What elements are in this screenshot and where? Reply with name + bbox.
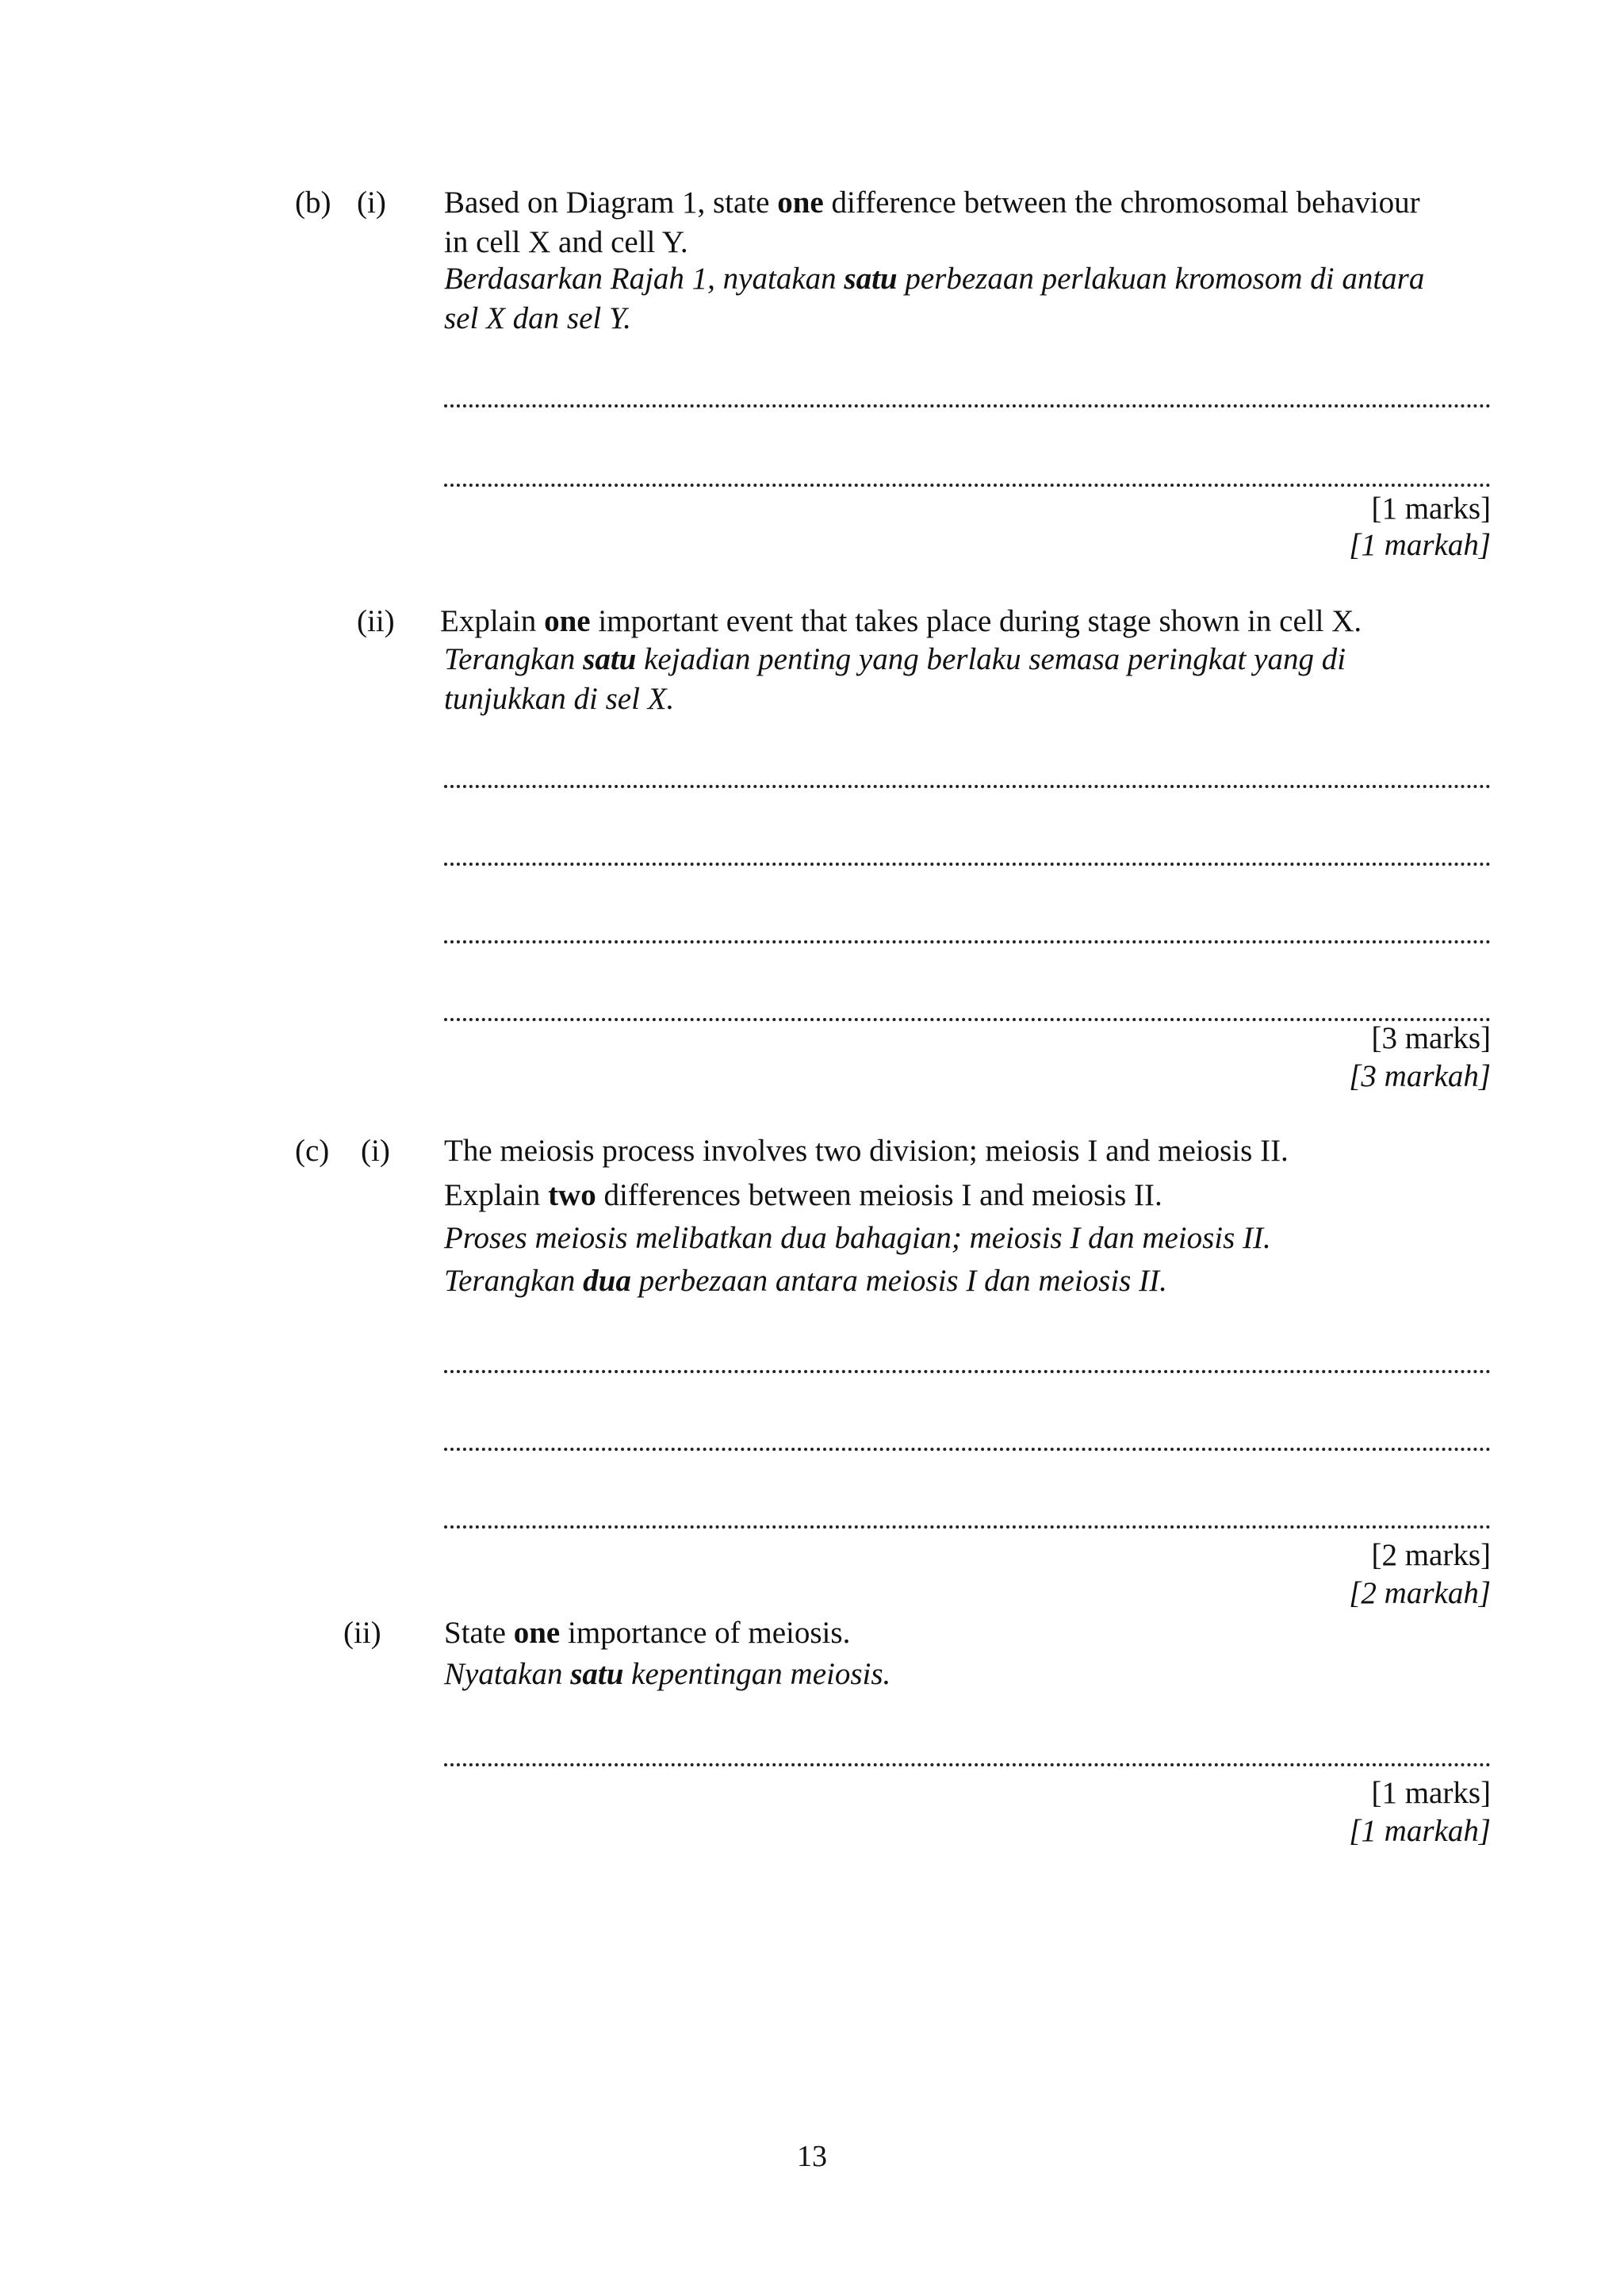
markah-b-ii: [3 markah] [1349,1059,1491,1093]
question-c-i-malay-line2: Terangkan dua perbezaan antara meiosis I dan meiosis II. [444,1264,1167,1298]
question-b-i-english-line2: in cell X and cell Y. [444,225,688,259]
marks-c-i: [2 marks] [1371,1538,1491,1572]
question-c-ii-malay: Nyatakan satu kepentingan meiosis. [444,1657,891,1691]
answer-line[interactable] [444,1432,1491,1451]
answer-line[interactable] [444,468,1491,487]
marks-b-i: [1 marks] [1371,492,1491,526]
subpart-c-i-label: (i) [361,1134,390,1168]
question-c-i-english-line2: Explain two differences between meiosis I and meiosis II. [444,1178,1162,1212]
question-b-ii-english: Explain one important event that takes place during stage shown in cell X. [440,604,1362,638]
markah-c-i: [2 markah] [1349,1576,1491,1610]
answer-line[interactable] [444,847,1491,866]
answer-line[interactable] [444,388,1491,408]
question-b-ii-malay-line2: tunjukkan di sel X. [444,682,675,716]
markah-c-ii: [1 markah] [1349,1814,1491,1848]
markah-b-i: [1 markah] [1349,528,1491,562]
subpart-b-i-label: (i) [357,186,386,220]
answer-line[interactable] [444,1510,1491,1529]
question-b-i-english-line1: Based on Diagram 1, state one difference between the chromosomal behaviour [444,186,1420,220]
answer-line[interactable] [444,1747,1491,1766]
question-c-i-english-line1: The meiosis process involves two division; meiosis I and meiosis II. [444,1134,1289,1168]
page-number: 13 [797,2140,827,2173]
answer-line[interactable] [444,769,1491,788]
question-c-ii-english: State one importance of meiosis. [444,1616,851,1650]
question-b-i-malay-line2: sel X dan sel Y. [444,301,631,335]
answer-line[interactable] [444,1002,1491,1021]
part-b-label: (b) [295,186,331,220]
part-c-label: (c) [295,1134,330,1168]
subpart-c-ii-label: (ii) [343,1616,381,1650]
answer-line[interactable] [444,924,1491,943]
marks-c-ii: [1 marks] [1371,1776,1491,1810]
answer-line[interactable] [444,1354,1491,1373]
question-b-i-malay-line1: Berdasarkan Rajah 1, nyatakan satu perbezaan perlakuan kromosom di antara [444,262,1425,296]
marks-b-ii: [3 marks] [1371,1021,1491,1055]
question-c-i-malay-line1: Proses meiosis melibatkan dua bahagian; meiosis I dan meiosis II. [444,1221,1271,1255]
subpart-b-ii-label: (ii) [357,604,395,638]
question-b-ii-malay-line1: Terangkan satu kejadian penting yang berlaku semasa peringkat yang di [444,642,1346,676]
